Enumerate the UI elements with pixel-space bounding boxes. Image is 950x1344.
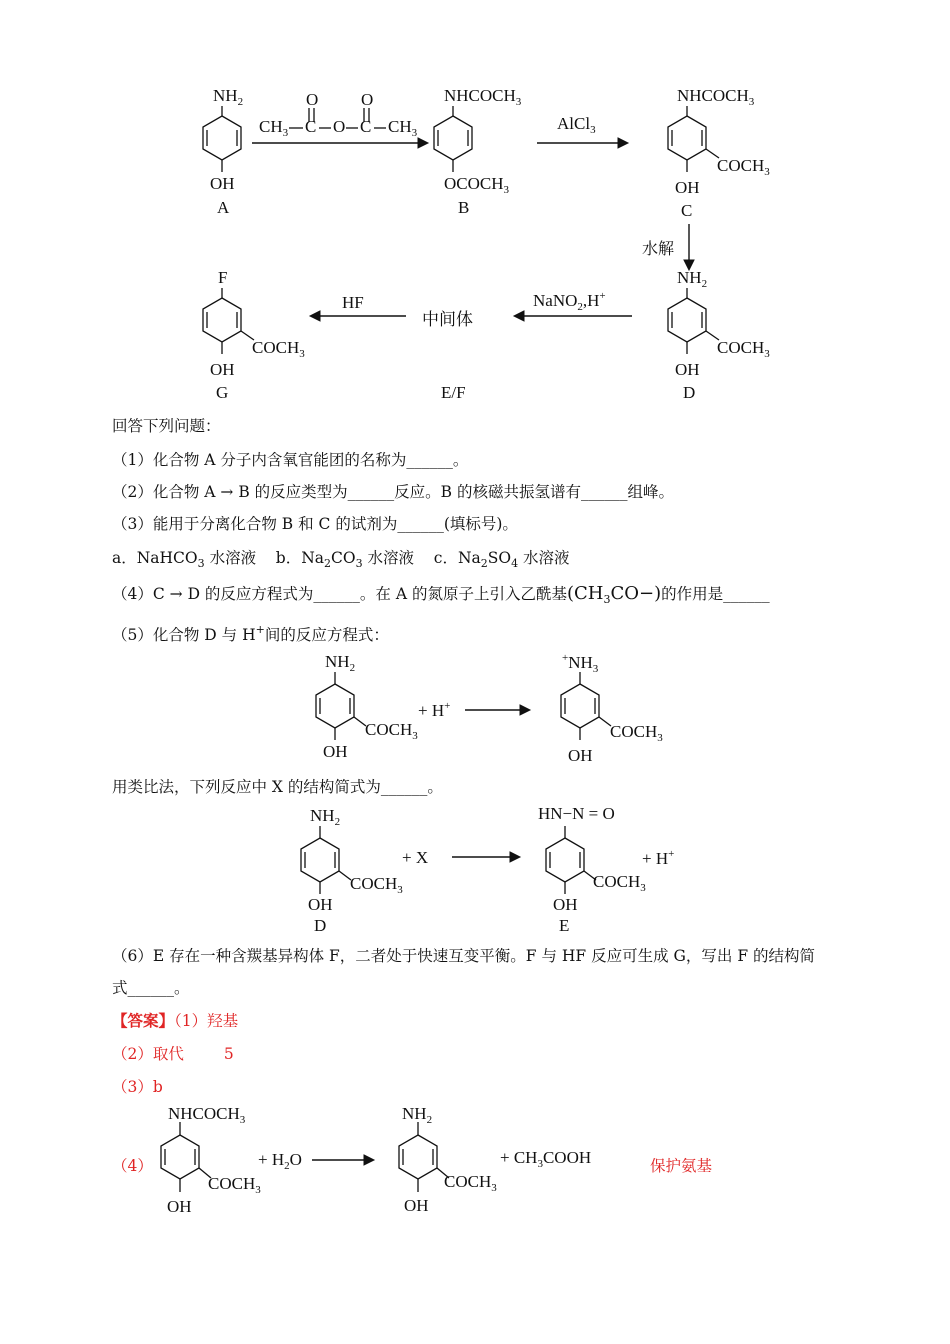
compound-A (195, 86, 255, 226)
compound-G: F $COCH_3$ OH G (190, 268, 330, 408)
compound-A-top: $NH_2$ (213, 86, 244, 108)
intermediate-label: 中间体 (422, 310, 473, 330)
q5-equation-1: $NH_2$ $COCH_3$ OH + H+ $^+NH_3$ $COCH_3$ OH (290, 650, 690, 770)
questions-intro: 回答下列问题： (112, 417, 221, 435)
reagent-alcl3: AlCl$_3$ (557, 114, 596, 136)
arrow-D-to-intermediate (512, 308, 634, 324)
q5-eq2-structures (280, 802, 700, 937)
ef-label: E/F (441, 383, 466, 402)
arrow-A-to-B (250, 135, 430, 151)
question-6-line1: （6）E 存在一种含羰基异构体 F，二者处于快速互变平衡。F 与 HF 反应可生成 G，写出 F 的结构简 (112, 947, 816, 965)
question-4: （4）C → D 的反应方程式为______。在 A 的氮原子上引入乙酰基$(CH_3CO-)$的作用是______ (112, 583, 770, 606)
arrow-B-to-C (535, 135, 630, 151)
anhydride-o-right: O (361, 90, 374, 109)
reagent-hydrolysis: 水解 (642, 239, 675, 258)
answer-4-equation: （4） $NHCOCH_3$ $COCH_3$ OH + $H_2O$ $NH_2$ $COCH_3$ OH + $CH_3COOH$ 保护氨基 (112, 1100, 752, 1225)
q5-equation-2: $NH_2$ $COCH_3$ OH D + X HN−N = O $COCH_3$ OH E + H+ (280, 802, 700, 937)
answer-tag: 【答案】 (112, 1011, 175, 1030)
answer-4-note: 保护氨基 (650, 1157, 713, 1175)
compound-C: $NHCOCH_3$ $COCH_3$ OH C (655, 86, 795, 226)
answer-2: （2）取代 5 (112, 1045, 234, 1063)
question-3-options: a．NaHCO$_3$ 水溶液 b．$Na_2CO_3$ 水溶液 c．$Na_2SO_4$ 水溶液 (112, 549, 570, 570)
arrow-C-to-D (681, 222, 697, 272)
anhydride-o-left: O (306, 90, 319, 109)
answer-3: （3）b (112, 1078, 163, 1096)
question-1: （1）化合物 A 分子内含氧官能团的名称为______。 (112, 451, 469, 469)
compound-A-bottom: OH (210, 174, 235, 193)
question-6-line2: 式______。 (112, 979, 190, 997)
compound-B: $NHCOCH_3$ $OCOCH_3$ B (425, 86, 545, 226)
answer-1: 【答案】（1）羟基 (112, 1011, 239, 1030)
reagent-hf: HF (342, 293, 364, 312)
question-5: （5）化合物 D 与 H+间的反应方程式： (112, 623, 389, 644)
reagent-nano2: NaNO$_2$,H+ (533, 290, 606, 313)
compound-D: $NH_2$ $COCH_3$ OH D (655, 268, 795, 408)
question-3: （3）能用于分离化合物 B 和 C 的试剂为______(填标号)。 (112, 515, 518, 533)
question-5-analogy: 用类比法，下列反应中 X 的结构简式为______。 (112, 778, 443, 796)
question-2: （2）化合物 A → B 的反应类型为______反应。B 的核磁共振氢谱有______组峰。 (112, 483, 674, 501)
reagent-acetic-anhydride: O O $CH_3$ C O C $CH_3$ (255, 90, 435, 150)
compound-A-label: A (217, 198, 230, 217)
